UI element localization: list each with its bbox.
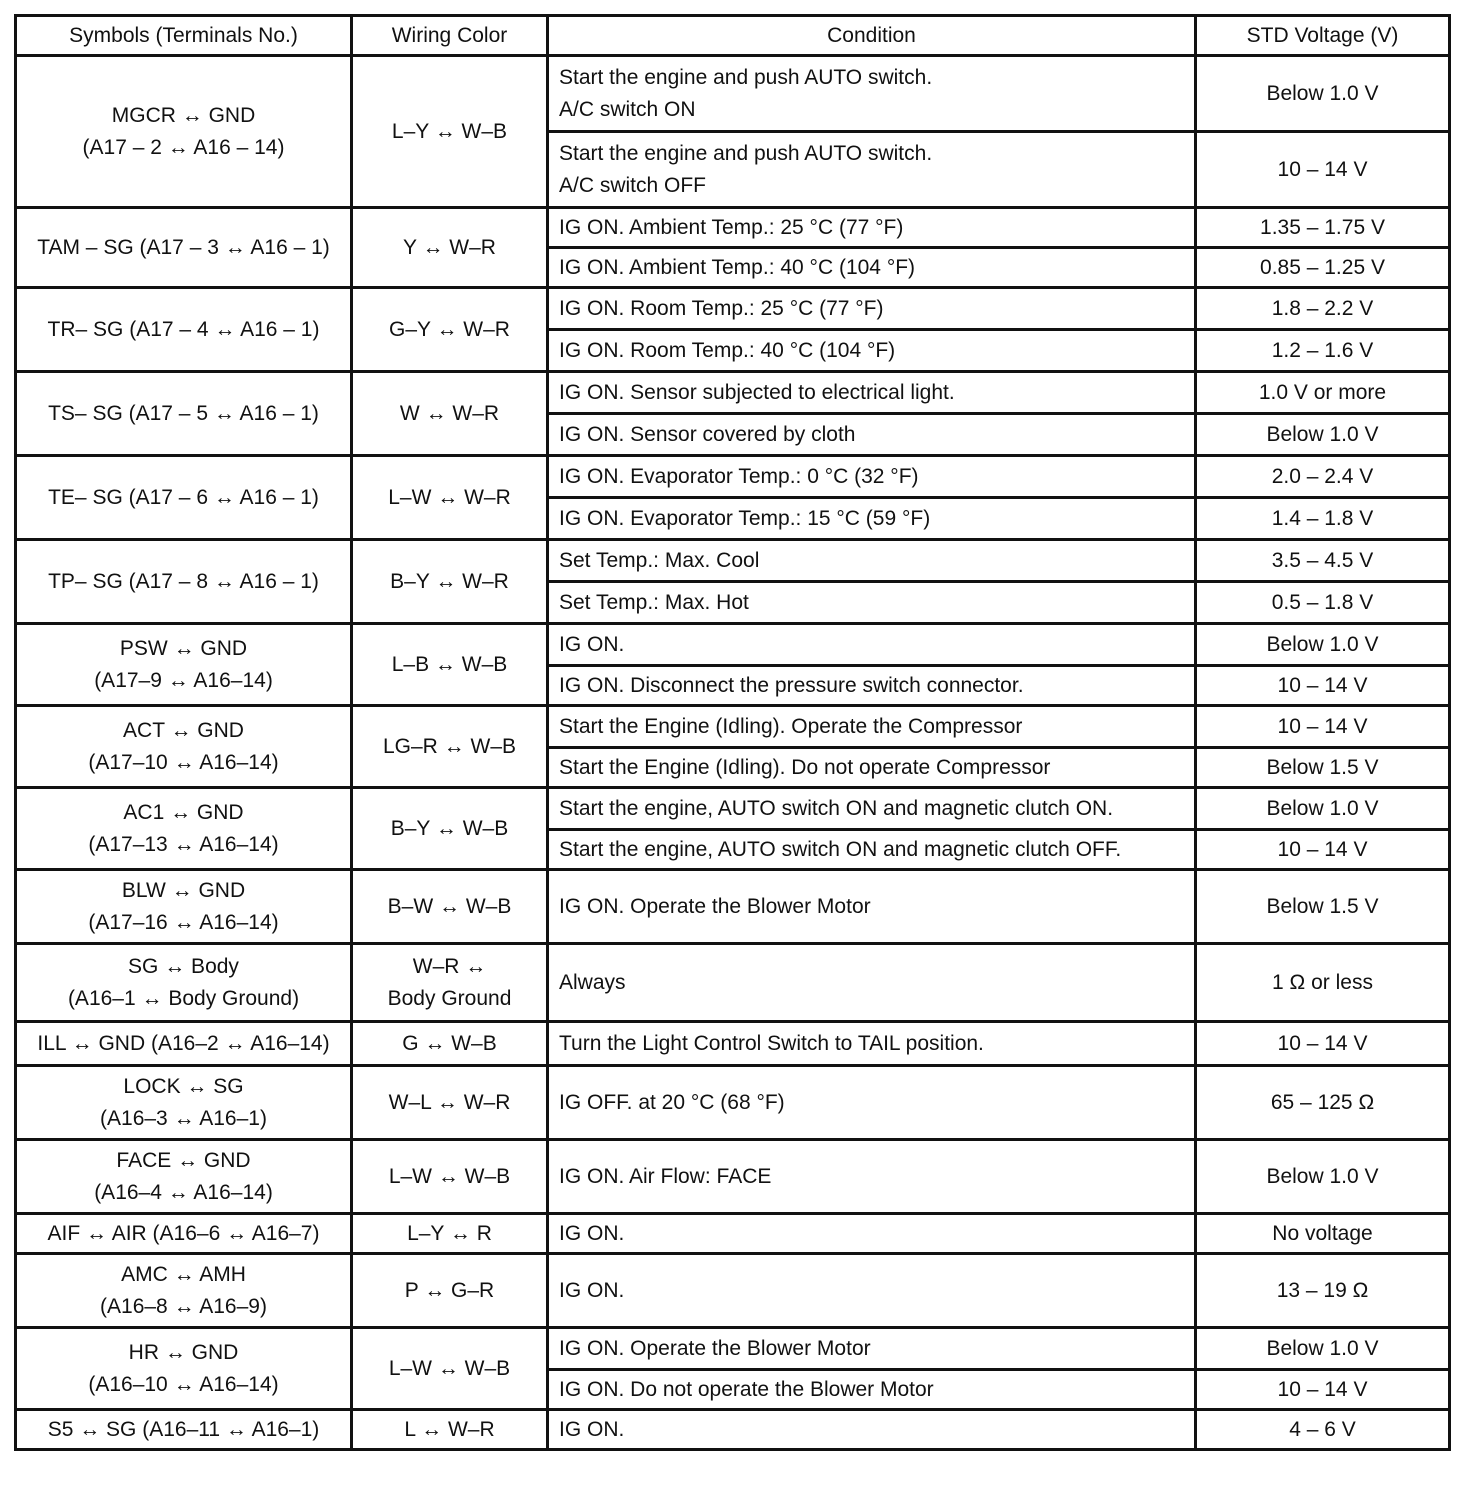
header-row (16, 16, 1450, 56)
table-row (16, 208, 1450, 248)
wiring-color-cell (352, 788, 548, 870)
condition-cell (548, 1214, 1196, 1254)
wiring-color-cell (352, 1140, 548, 1214)
text-line: AIF ↔ AIR (A16–6 ↔ A16–7) (47, 1221, 320, 1245)
wiring-color-cell (352, 706, 548, 788)
table-row (16, 540, 1450, 582)
condition-cell (548, 56, 1196, 132)
condition-cell (548, 944, 1196, 1022)
table-row (16, 1328, 1450, 1370)
text-line: L–W ↔ W–B (388, 1356, 511, 1380)
text-line: IG ON. Disconnect the pressure switch connector. (559, 673, 1024, 697)
table-row (16, 1410, 1450, 1450)
table-row (16, 372, 1450, 414)
text-line: IG ON. Operate the Blower Motor (559, 894, 871, 918)
condition-cell (548, 1410, 1196, 1450)
text-line: Set Temp.: Max. Cool (559, 548, 760, 572)
symbol-cell (16, 1214, 352, 1254)
condition-cell (548, 330, 1196, 372)
std-voltage-cell: 1.4 – 1.8 V (1196, 498, 1450, 540)
std-voltage-cell: 1.0 V or more (1196, 372, 1450, 414)
condition-cell (548, 706, 1196, 748)
std-voltage-cell: 10 – 14 V (1196, 830, 1450, 870)
condition-cell (548, 870, 1196, 944)
condition-cell (548, 414, 1196, 456)
text-line: IG ON. (559, 1278, 625, 1302)
symbol-cell (16, 456, 352, 540)
condition-cell (548, 1254, 1196, 1328)
wiring-color-cell (352, 944, 548, 1022)
symbol-cell (16, 540, 352, 624)
text-line: (A16–4 ↔ A16–14) (94, 1180, 273, 1204)
text-line: LG–R ↔ W–B (382, 734, 517, 758)
text-line: TAM – SG (A17 – 3 ↔ A16 – 1) (37, 235, 330, 259)
wiring-color-cell (352, 1066, 548, 1140)
text-line: Set Temp.: Max. Hot (559, 590, 749, 614)
text-line: IG ON. Ambient Temp.: 40 °C (104 °F) (559, 255, 916, 279)
std-voltage-cell: Below 1.0 V (1196, 788, 1450, 830)
symbol-cell (16, 1410, 352, 1450)
std-voltage-cell: 10 – 14 V (1196, 1022, 1450, 1066)
condition-cell (548, 624, 1196, 666)
terminal-voltage-table-container (14, 14, 1448, 1451)
text-line: Start the engine, AUTO switch ON and magnetic clutch ON. (559, 796, 1114, 820)
std-voltage-cell: Below 1.0 V (1196, 1140, 1450, 1214)
condition-cell (548, 748, 1196, 788)
symbol-cell (16, 1066, 352, 1140)
symbol-cell (16, 1328, 352, 1410)
condition-cell (548, 1140, 1196, 1214)
table-row (16, 944, 1450, 1022)
text-line: W–L ↔ W–R (388, 1090, 511, 1114)
std-voltage-cell: 1.2 – 1.6 V (1196, 330, 1450, 372)
std-voltage-cell: 0.5 – 1.8 V (1196, 582, 1450, 624)
wiring-color-cell (352, 1254, 548, 1328)
condition-cell (548, 788, 1196, 830)
text-line: Always (559, 970, 626, 994)
text-line: L ↔ W–R (404, 1417, 495, 1441)
std-voltage-cell: 1.8 – 2.2 V (1196, 288, 1450, 330)
table-row (16, 56, 1450, 132)
text-line: AC1 ↔ GND (123, 800, 244, 824)
text-line: HR ↔ GND (128, 1340, 239, 1364)
header-wiring-color: Wiring Color (352, 16, 548, 56)
header-std-voltage: STD Voltage (V) (1196, 16, 1450, 56)
condition-cell (548, 288, 1196, 330)
text-line: IG ON. (559, 1417, 625, 1441)
text-line: ILL ↔ GND (A16–2 ↔ A16–14) (37, 1031, 330, 1055)
std-voltage-cell: Below 1.0 V (1196, 414, 1450, 456)
wiring-color-cell (352, 624, 548, 706)
text-line: Start the engine, AUTO switch ON and magnetic clutch OFF. (559, 837, 1122, 861)
table-row (16, 1066, 1450, 1140)
condition-cell (548, 132, 1196, 208)
condition-cell (548, 1328, 1196, 1370)
std-voltage-cell: 3.5 – 4.5 V (1196, 540, 1450, 582)
terminal-voltage-table (14, 14, 1451, 1451)
condition-cell (548, 456, 1196, 498)
condition-cell (548, 540, 1196, 582)
text-line: IG ON. Room Temp.: 40 °C (104 °F) (559, 338, 896, 362)
text-line: B–W ↔ W–B (387, 894, 512, 918)
text-line: (A16–3 ↔ A16–1) (100, 1106, 267, 1130)
condition-cell (548, 582, 1196, 624)
std-voltage-cell: 0.85 – 1.25 V (1196, 248, 1450, 288)
condition-cell (548, 372, 1196, 414)
std-voltage-cell: 10 – 14 V (1196, 1370, 1450, 1410)
text-line: IG ON. Evaporator Temp.: 0 °C (32 °F) (559, 464, 919, 488)
text-line: IG ON. (559, 1221, 625, 1245)
text-line: IG ON. (559, 632, 625, 656)
text-line: (A16–8 ↔ A16–9) (100, 1294, 267, 1318)
text-line: Start the Engine (Idling). Do not operate Compressor (559, 755, 1051, 779)
table-row (16, 1022, 1450, 1066)
std-voltage-cell: Below 1.0 V (1196, 624, 1450, 666)
text-line: IG ON. Room Temp.: 25 °C (77 °F) (559, 296, 884, 320)
symbol-cell (16, 1022, 352, 1066)
std-voltage-cell: Below 1.0 V (1196, 1328, 1450, 1370)
symbol-cell (16, 288, 352, 372)
wiring-color-cell (352, 870, 548, 944)
wiring-color-cell (352, 1410, 548, 1450)
text-line: (A16–1 ↔ Body Ground) (67, 986, 300, 1010)
std-voltage-cell: 1 Ω or less (1196, 944, 1450, 1022)
text-line: LOCK ↔ SG (123, 1074, 244, 1098)
text-line: (A16–10 ↔ A16–14) (88, 1372, 279, 1396)
text-line: L–B ↔ W–B (391, 652, 508, 676)
text-line: W–R ↔ (412, 954, 487, 978)
std-voltage-cell: 10 – 14 V (1196, 706, 1450, 748)
symbol-cell (16, 870, 352, 944)
symbol-cell (16, 1140, 352, 1214)
text-line: B–Y ↔ W–R (390, 569, 509, 593)
text-line: (A17–13 ↔ A16–14) (88, 832, 279, 856)
std-voltage-cell: 10 – 14 V (1196, 132, 1450, 208)
wiring-color-cell (352, 208, 548, 288)
text-line: Turn the Light Control Switch to TAIL position. (559, 1031, 984, 1055)
table-row (16, 706, 1450, 748)
text-line: Start the Engine (Idling). Operate the Compressor (559, 714, 1023, 738)
text-line: IG ON. Ambient Temp.: 25 °C (77 °F) (559, 215, 904, 239)
wiring-color-cell (352, 56, 548, 208)
text-line: G–Y ↔ W–R (389, 317, 510, 341)
table-row (16, 870, 1450, 944)
condition-cell (548, 248, 1196, 288)
text-line: G ↔ W–B (402, 1031, 497, 1055)
table-row (16, 788, 1450, 830)
wiring-color-cell (352, 456, 548, 540)
header-condition: Condition (548, 16, 1196, 56)
condition-cell (548, 208, 1196, 248)
text-line: (A17–16 ↔ A16–14) (88, 910, 279, 934)
symbol-cell (16, 208, 352, 288)
text-line: IG OFF. at 20 °C (68 °F) (559, 1090, 785, 1114)
symbol-cell (16, 788, 352, 870)
text-line: ACT ↔ GND (123, 718, 244, 742)
text-line: (A17 – 2 ↔ A16 – 14) (82, 135, 285, 159)
text-line: TE– SG (A17 – 6 ↔ A16 – 1) (48, 485, 319, 509)
std-voltage-cell: Below 1.5 V (1196, 748, 1450, 788)
text-line: BLW ↔ GND (121, 878, 246, 902)
text-line: TR– SG (A17 – 4 ↔ A16 – 1) (47, 317, 320, 341)
text-line: IG ON. Operate the Blower Motor (559, 1336, 871, 1360)
text-line: Body Ground (387, 986, 512, 1010)
text-line: B–Y ↔ W–B (390, 816, 509, 840)
std-voltage-cell: No voltage (1196, 1214, 1450, 1254)
text-line: W ↔ W–R (399, 401, 500, 425)
wiring-color-cell (352, 372, 548, 456)
std-voltage-cell: 4 – 6 V (1196, 1410, 1450, 1450)
condition-cell (548, 1022, 1196, 1066)
text-line: MGCR ↔ GND (111, 103, 256, 127)
text-line: (A17–10 ↔ A16–14) (88, 750, 279, 774)
text-line: IG ON. Do not operate the Blower Motor (559, 1377, 934, 1401)
symbol-cell (16, 624, 352, 706)
table-body (16, 56, 1450, 1450)
std-voltage-cell: Below 1.5 V (1196, 870, 1450, 944)
text-line: Start the engine and push AUTO switch. (559, 141, 933, 165)
std-voltage-cell: 10 – 14 V (1196, 666, 1450, 706)
text-line: SG ↔ Body (128, 954, 239, 978)
wiring-color-cell (352, 1214, 548, 1254)
std-voltage-cell: Below 1.0 V (1196, 56, 1450, 132)
symbol-cell (16, 944, 352, 1022)
text-line: S5 ↔ SG (A16–11 ↔ A16–1) (47, 1417, 320, 1441)
symbol-cell (16, 372, 352, 456)
std-voltage-cell: 13 – 19 Ω (1196, 1254, 1450, 1328)
text-line: TP– SG (A17 – 8 ↔ A16 – 1) (48, 569, 319, 593)
wiring-color-cell (352, 288, 548, 372)
std-voltage-cell: 65 – 125 Ω (1196, 1066, 1450, 1140)
wiring-color-cell (352, 1022, 548, 1066)
text-line: TS– SG (A17 – 5 ↔ A16 – 1) (48, 401, 319, 425)
symbol-cell (16, 56, 352, 208)
text-line: AMC ↔ AMH (121, 1262, 246, 1286)
condition-cell (548, 830, 1196, 870)
text-line: A/C switch ON (559, 97, 696, 121)
std-voltage-cell: 2.0 – 2.4 V (1196, 456, 1450, 498)
wiring-color-cell (352, 540, 548, 624)
text-line: L–Y ↔ R (407, 1221, 492, 1245)
wiring-color-cell (352, 1328, 548, 1410)
table-row (16, 624, 1450, 666)
symbol-cell (16, 706, 352, 788)
header-symbols: Symbols (Terminals No.) (16, 16, 352, 56)
text-line: L–Y ↔ W–B (391, 119, 508, 143)
text-line: IG ON. Air Flow: FACE (559, 1164, 772, 1188)
table-row (16, 1140, 1450, 1214)
text-line: A/C switch OFF (559, 173, 707, 197)
condition-cell (548, 1066, 1196, 1140)
text-line: P ↔ G–R (404, 1278, 495, 1302)
text-line: IG ON. Sensor covered by cloth (559, 422, 856, 446)
text-line: L–W ↔ W–B (388, 1164, 511, 1188)
text-line: L–W ↔ W–R (388, 485, 511, 509)
text-line: Y ↔ W–R (403, 235, 496, 259)
std-voltage-cell: 1.35 – 1.75 V (1196, 208, 1450, 248)
condition-cell (548, 666, 1196, 706)
condition-cell (548, 498, 1196, 540)
text-line: PSW ↔ GND (119, 636, 248, 660)
symbol-cell (16, 1254, 352, 1328)
condition-cell (548, 1370, 1196, 1410)
table-row (16, 288, 1450, 330)
table-row (16, 1254, 1450, 1328)
text-line: Start the engine and push AUTO switch. (559, 65, 933, 89)
table-row (16, 456, 1450, 498)
text-line: FACE ↔ GND (116, 1148, 251, 1172)
text-line: IG ON. Sensor subjected to electrical light. (559, 380, 955, 404)
table-row (16, 1214, 1450, 1254)
text-line: IG ON. Evaporator Temp.: 15 °C (59 °F) (559, 506, 931, 530)
text-line: (A17–9 ↔ A16–14) (94, 668, 273, 692)
